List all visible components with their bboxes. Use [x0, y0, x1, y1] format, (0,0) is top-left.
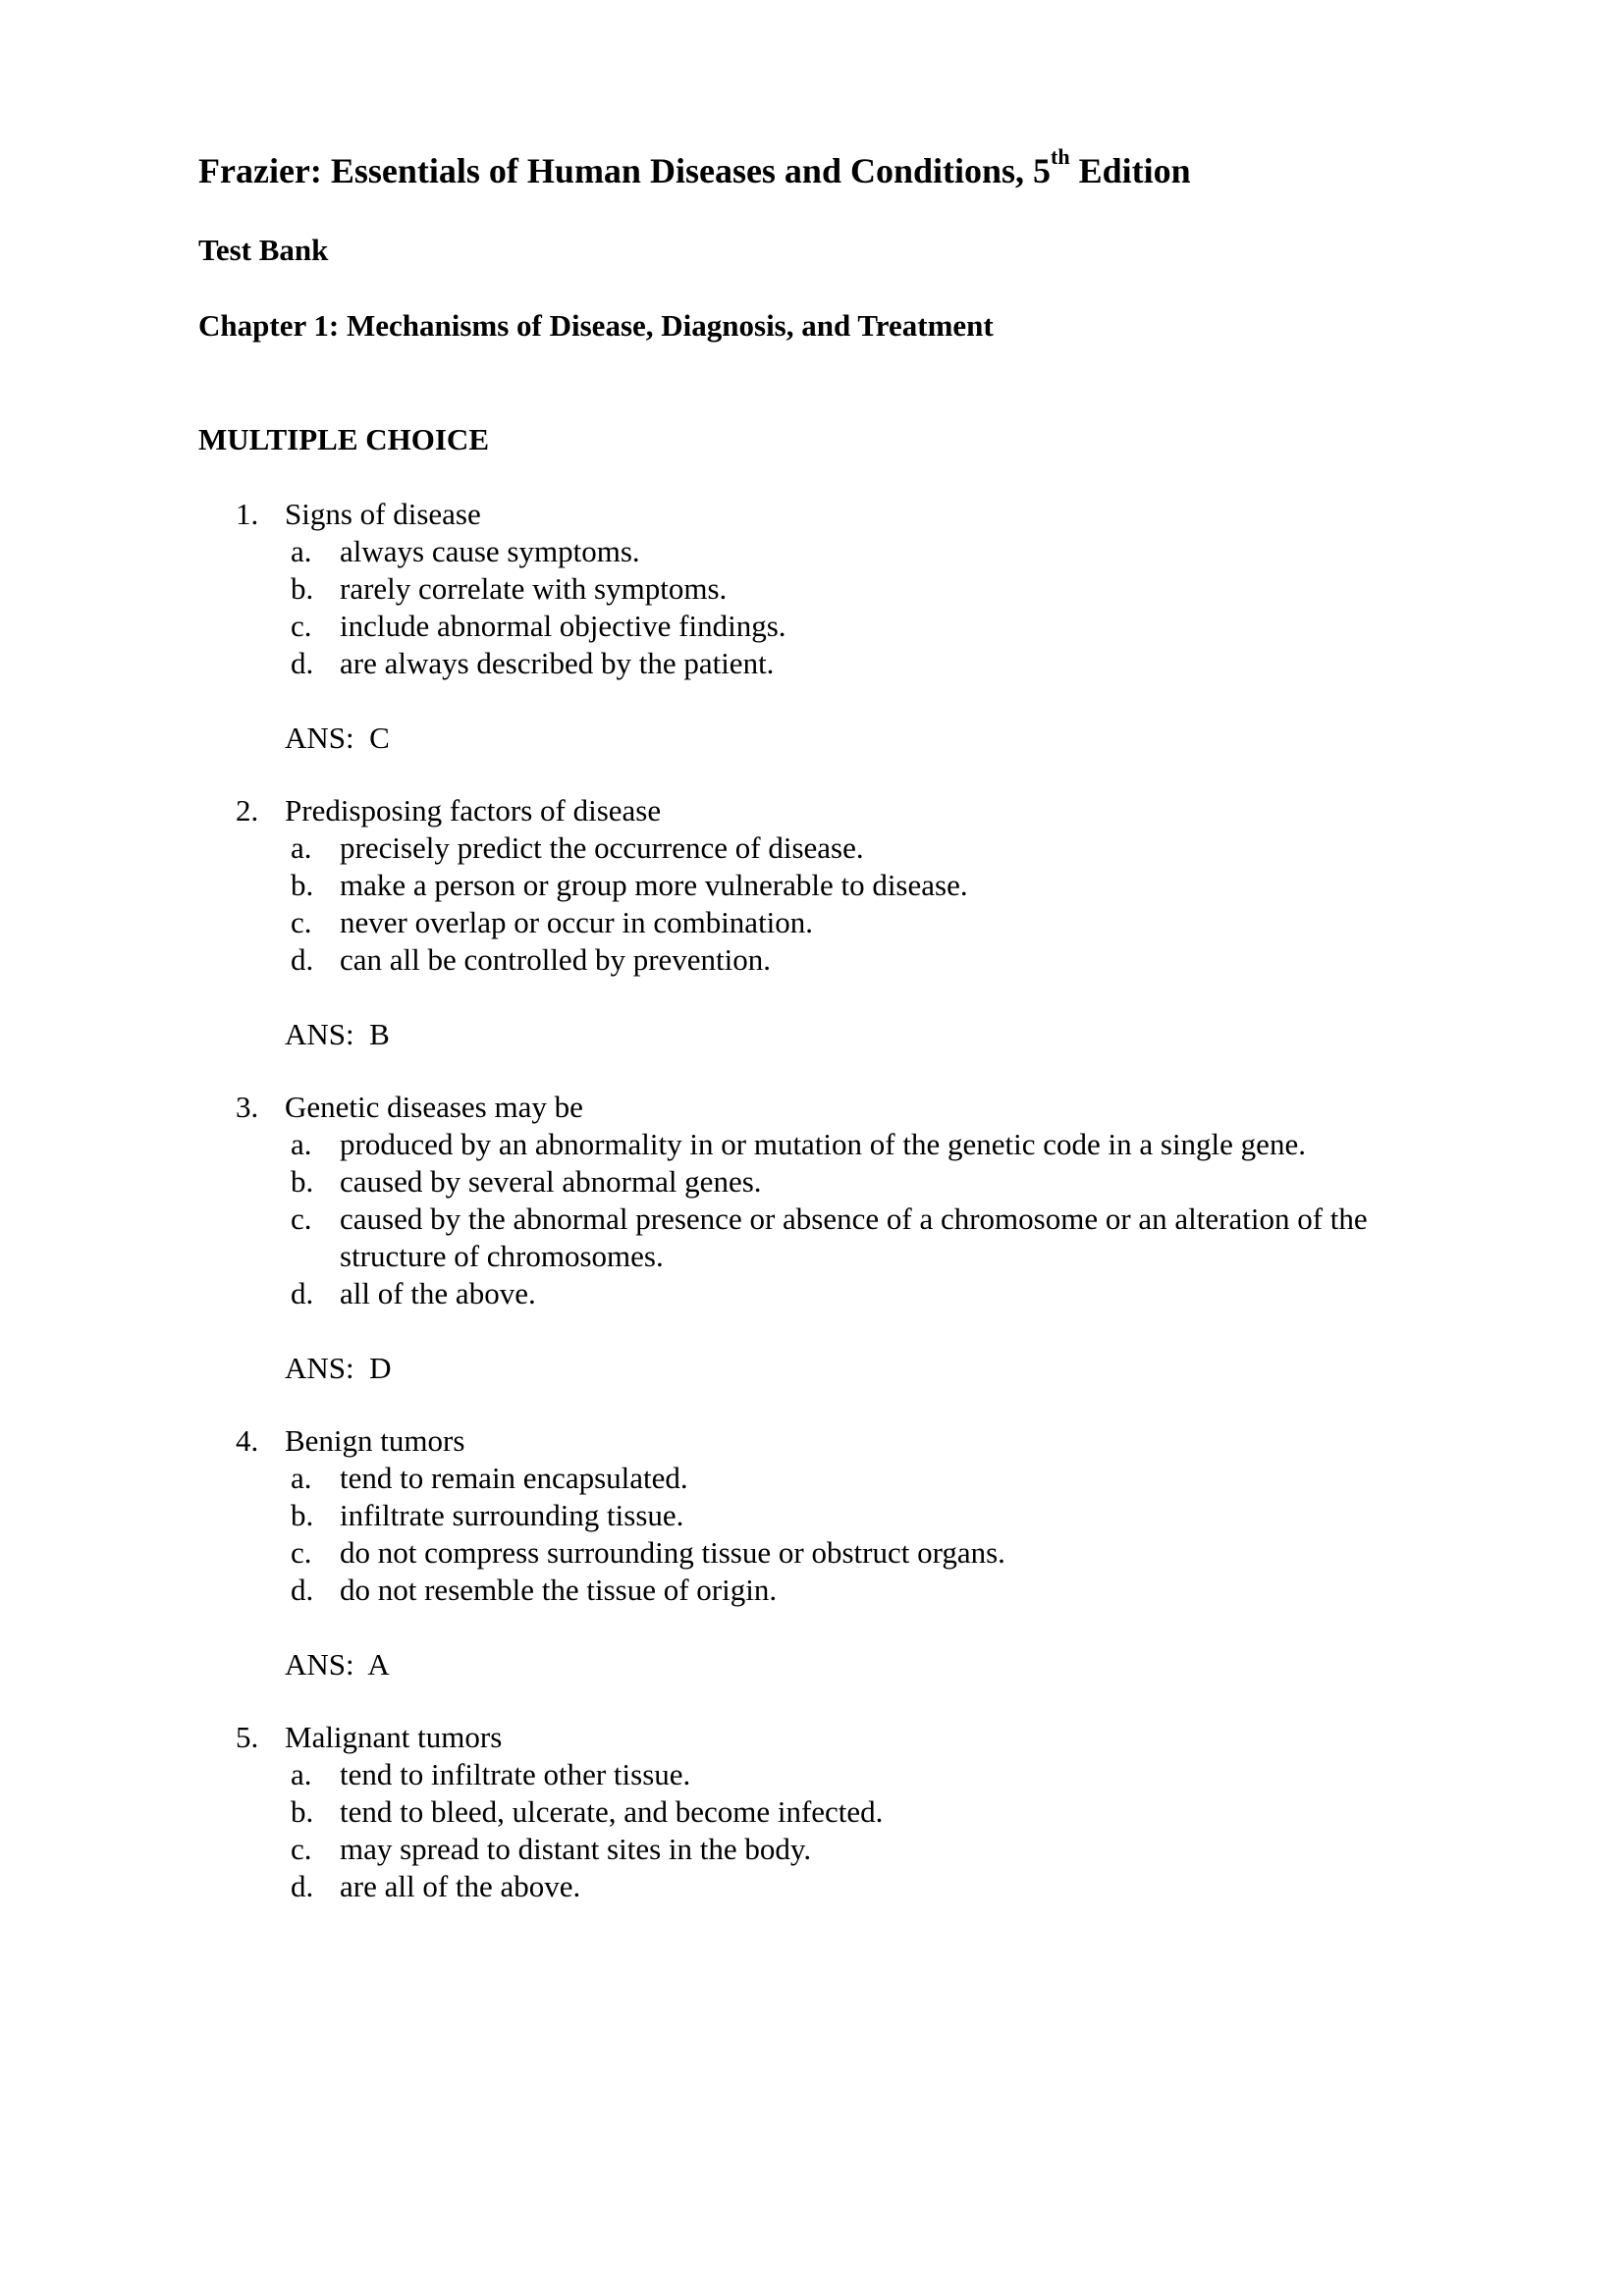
question-stem: Malignant tumors	[285, 1720, 503, 1754]
answer-option	[0, 1868, 1624, 1905]
answer-key: ANS: A	[285, 1647, 390, 1682]
answer-key: ANS: B	[285, 1017, 390, 1051]
answer-option	[0, 570, 1624, 608]
question-item	[0, 1089, 1624, 1387]
answer-option	[0, 1275, 1624, 1312]
question-stem-line	[0, 496, 1624, 533]
section-heading: MULTIPLE CHOICE	[198, 422, 489, 456]
option-letter: a.	[291, 534, 312, 568]
option-letter: d.	[291, 1276, 314, 1310]
chapter-heading: Chapter 1: Mechanisms of Disease, Diagnosis, and Treatment	[198, 308, 994, 343]
answer-option	[0, 1163, 1624, 1201]
option-text: caused by the abnormal presence or absence of a chromosome or an alteration of the structure of chromosomes.	[340, 1201, 1368, 1273]
option-text: make a person or group more vulnerable to disease.	[340, 868, 968, 902]
question-stem-line	[0, 1422, 1624, 1460]
answer-option	[0, 1793, 1624, 1831]
answer-option	[0, 645, 1624, 682]
option-letter: c.	[291, 609, 312, 643]
option-text: do not compress surrounding tissue or obstruct organs.	[340, 1535, 1005, 1570]
question-stem-line	[0, 1719, 1624, 1756]
answer-key-line	[0, 1646, 1624, 1683]
title-tail: Edition	[1069, 151, 1191, 190]
option-text: produced by an abnormality in or mutation of the genetic code in a single gene.	[340, 1127, 1306, 1161]
answer-option	[0, 1201, 1624, 1275]
document-subtitle: Test Bank	[198, 233, 329, 267]
option-letter: c.	[291, 1535, 312, 1570]
option-text: rarely correlate with symptoms.	[340, 571, 728, 606]
question-stem: Signs of disease	[285, 497, 481, 531]
answer-key-line	[0, 1016, 1624, 1053]
question-item	[0, 496, 1624, 757]
answer-option	[0, 1126, 1624, 1163]
question-number: 5.	[236, 1720, 259, 1754]
question-list	[0, 496, 1624, 1941]
question-item	[0, 1422, 1624, 1683]
question-number: 3.	[236, 1090, 259, 1124]
option-text: are always described by the patient.	[340, 646, 775, 680]
option-text: are all of the above.	[340, 1869, 581, 1903]
question-stem-line	[0, 1089, 1624, 1126]
answer-option	[0, 904, 1624, 941]
question-stem: Genetic diseases may be	[285, 1090, 583, 1124]
answer-option	[0, 867, 1624, 904]
option-text: tend to infiltrate other tissue.	[340, 1757, 691, 1791]
answer-key: ANS: D	[285, 1351, 392, 1385]
title-main: Frazier: Essentials of Human Diseases and Conditions, 5	[198, 151, 1052, 190]
option-text: tend to bleed, ulcerate, and become infected.	[340, 1794, 884, 1829]
option-letter: c.	[291, 1832, 312, 1866]
question-item	[0, 792, 1624, 1053]
option-letter: a.	[291, 830, 312, 865]
question-item	[0, 1719, 1624, 1905]
document-title	[198, 144, 1191, 192]
answer-option	[0, 1572, 1624, 1609]
option-text: include abnormal objective findings.	[340, 609, 786, 643]
question-stem: Benign tumors	[285, 1423, 465, 1458]
option-letter: d.	[291, 646, 314, 680]
option-text: can all be controlled by prevention.	[340, 942, 772, 977]
option-letter: a.	[291, 1461, 312, 1495]
answer-option	[0, 1460, 1624, 1497]
option-letter: b.	[291, 868, 314, 902]
option-text: infiltrate surrounding tissue.	[340, 1498, 684, 1532]
question-number: 2.	[236, 793, 259, 828]
answer-option	[0, 941, 1624, 979]
question-stem-line	[0, 792, 1624, 829]
option-text: always cause symptoms.	[340, 534, 640, 568]
option-text: all of the above.	[340, 1276, 536, 1310]
answer-option	[0, 1831, 1624, 1868]
option-letter: d.	[291, 1573, 314, 1607]
option-letter: b.	[291, 1498, 314, 1532]
answer-option	[0, 608, 1624, 645]
answer-key-line	[0, 720, 1624, 757]
option-letter: b.	[291, 571, 314, 606]
answer-key-line	[0, 1350, 1624, 1387]
option-letter: c.	[291, 905, 312, 939]
answer-option	[0, 533, 1624, 570]
option-letter: d.	[291, 942, 314, 977]
option-letter: a.	[291, 1127, 312, 1161]
question-stem: Predisposing factors of disease	[285, 793, 662, 828]
option-text: do not resemble the tissue of origin.	[340, 1573, 778, 1607]
answer-option	[0, 829, 1624, 867]
option-text: never overlap or occur in combination.	[340, 905, 814, 939]
answer-option	[0, 1756, 1624, 1793]
option-text: caused by several abnormal genes.	[340, 1164, 762, 1199]
option-letter: c.	[291, 1201, 312, 1236]
question-number: 4.	[236, 1423, 259, 1458]
option-letter: b.	[291, 1794, 314, 1829]
answer-option	[0, 1497, 1624, 1534]
title-superscript: th	[1051, 144, 1070, 169]
option-letter: b.	[291, 1164, 314, 1199]
option-text: precisely predict the occurrence of disease.	[340, 830, 864, 865]
answer-key: ANS: C	[285, 721, 390, 755]
option-text: may spread to distant sites in the body.	[340, 1832, 812, 1866]
question-number: 1.	[236, 497, 259, 531]
answer-option	[0, 1534, 1624, 1572]
option-letter: a.	[291, 1757, 312, 1791]
option-letter: d.	[291, 1869, 314, 1903]
option-text: tend to remain encapsulated.	[340, 1461, 688, 1495]
